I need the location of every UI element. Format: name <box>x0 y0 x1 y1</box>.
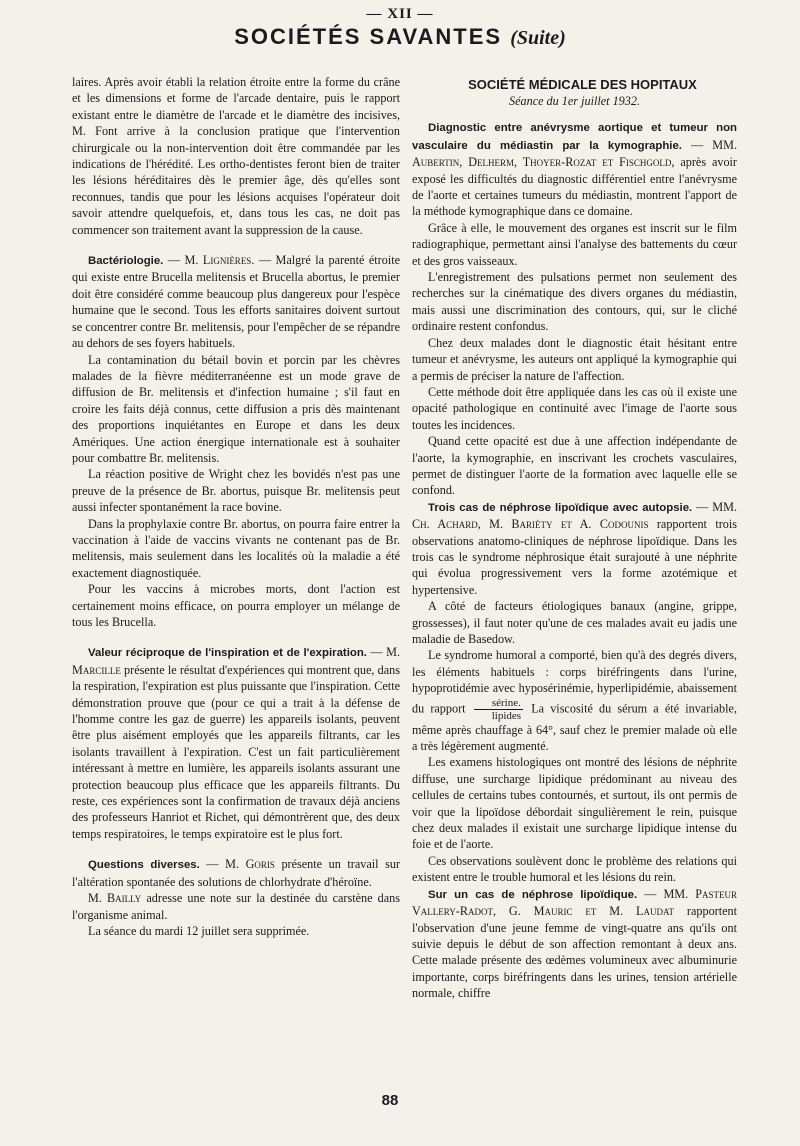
diagnostic-p1: Diagnostic entre anévrysme aortique et tumeur non vasculaire du médiastin par la kymographie. — MM. Aubertin, Delherm, Thoyer-Rozat et Fischgold, après avoir exposé les difficultés du diagnostic différentiel entre l'anévrysme de l'aorte et certaines tumeurs du médiastin, montrent l'apport de la méthode kymographique dans ce domaine. <box>412 122 737 219</box>
nephrose1-p2: A côté de facteurs étiologiques banaux (angine, grippe, grossesses), il faut noter qu'une de ces malades avait eu jadis une maladie de Basedow. <box>412 599 737 646</box>
nephrose1-p3: Le syndrome humoral a comporté, bien qu'à des degrés divers, les éléments habituels : corps biréfringents dans l'urine, hypoprotidémie avec hyposérinémie, hyperlipidémie, abaissement du rapport $\frac{\text{sérine.}}{\text{lipides}}$ La viscosité du sérum a été invariable, même après chauffage à 64°, sauf chez le premier malade où elle a très légèrement augmenté. <box>412 648 737 754</box>
nephrose1-p5: Ces observations soulèvent donc le problème des relations qui existent entre le trouble humoral et les lésions du rein. <box>412 853 737 885</box>
bacteriologie-p2: La contamination du bétail bovin et porcin par les chèvres malades de la fièvre méditerranéenne est un mode grave de diffusion de Br. melitensis et d'infection humaine ; s'il faut en croire les faits déjà connus, cette diffusion a pris dès maintenant des proportions inquiétantes en Europe et dans les deux Amériques. Une action énergique internationale est à souhaiter pour combattre Br. melitensis. <box>72 352 400 465</box>
page-header <box>0 4 800 51</box>
diagnostic-p2: Grâce à elle, le mouvement des organes est inscrit sur le film radiographique, permettant ainsi l'analyse des battements du cœur et des gros vaisseaux. <box>412 220 737 268</box>
section-heading: Sur un cas de néphrose lipoïdique. <box>428 888 638 901</box>
nephrose1-p4: Les examens histologiques ont montré des lésions de néphrite diffuse, une surcharge lipidique prédominant au niveau des cellules de certains tubes contournés, et surtout, ils ont permis de voir que la lipoïdose débordait singulièrement le rein, puisque chez deux malades il existait une surcharge lipidique intense du foie et de l'aorte. <box>412 755 737 852</box>
author-names: MM. Pasteur Vallery-Radot, G. Mauric et M. Laudat <box>412 886 737 919</box>
author-name: M. Bailly <box>88 891 142 906</box>
questions-paragraph-2: M. Bailly adresse une note sur la destinée du carstène dans l'organisme animal. <box>72 891 401 922</box>
diagnostic-p6: Quand cette opacité est due à une affection indépendante de l'aorte, la kymographie, en inscrivant les crochets vasculaires, permet de distinguer l'aorte de la formation avec laquelle elle se confond. <box>412 434 737 498</box>
author-name: M. Goris <box>225 857 275 872</box>
bacteriologie-p1: Bactériologie. — M. Lignières. — Malgré la parenté étroite qui existe entre Brucella melitensis et Brucella abortus, le premier doit être considéré comme beaucoup plus dangereux pour l'espèce humaine que le second. Tous les efforts sanitaires doivent surtout se concentrer contre Br. melitensis, pour l'empêcher de se répandre au dehors de ses foyers habituels. <box>72 253 401 351</box>
bacteriologie-p5: Pour les vaccins à microbes morts, dont l'action est certainement moins efficace, on pourra employer un mélange de tous les Brucella. <box>72 582 400 629</box>
nephrose2-p1: Sur un cas de néphrose lipoïdique. — MM. Pasteur Vallery-Radot, G. Mauric et M. Laudat rapportent l'observation d'une jeune femme de vingt-quatre ans qu'ils ont suivie depuis le début de son affection remontant à deux ans. Cette malade présente des œdèmes volumineux avec albuminurie importante, corps biréfringents dans les urines, tension artérielle normale, chiffre <box>412 886 738 1001</box>
author-name: M. Lignières. <box>184 253 255 268</box>
valeur-paragraph: Valeur réciproque de l'inspiration et de l'expiration. — M. Marcille présente le résultat d'expériences qui montrent que, dans la respiration, l'expiration est plus puissante que l'inspiration. Cette démonstration prouve que (pour ce qui a trait à la défense de l'homme contre les gaz de guerre) les appareils isolants, peuvent être plus aisément employés que les appareils filtrants, car les isolants travaillent à l'expiration. C'est un fait particulièrement intéressant à mettre en lumière, les appareils isolants assurant une protection beaucoup plus efficace que les appareils filtrants. Du reste, ces expériences sont la confirmation de travaux déjà anciens des professeurs Hanriot et Richet, qui démontrèrent que, des deux temps respiratoires, le temps expiratoire est le plus fort. <box>72 645 401 841</box>
session-date: Séance du 1er juillet 1932. <box>509 94 640 108</box>
section-heading: Valeur réciproque de l'inspiration et de l'expiration. <box>88 647 367 660</box>
section-heading: Bactériologie. <box>88 255 164 268</box>
diagnostic-p5: Cette méthode doit être appliquée dans les cas où il existe une opacité pathologique en continuité avec l'image de l'aorte sous toutes les incidences. <box>412 384 737 432</box>
diagnostic-p3: L'enregistrement des pulsations permet non seulement des recherches sur la cinématique des divers organes du médiastin, mais aussi une discrimination des contours, qui, sur le cliché ordinaire restent confondus. <box>412 270 737 334</box>
society-title: SOCIÉTÉ MÉDICALE DES HOPITAUX <box>468 77 697 92</box>
ratio-fraction: $\frac{\text{sérine.}}{\text{lipides}}$ <box>474 697 523 722</box>
section-heading: Diagnostic entre anévrysme aortique et tumeur non vasculaire du médiastin par la kymographie. <box>412 122 737 152</box>
session-note: La séance du mardi 12 juillet sera supprimée. <box>88 923 310 938</box>
author-names: MM. Ch. Achard, M. Bariéty et A. Codounis <box>412 499 738 532</box>
intro-paragraph: laires. Après avoir établi la relation étroite entre la forme du crâne et les dimensions et forme de l'arcade dentaire, puis le rapport existant entre le diamètre de l'arcade et le diamètre des incisives, M. Font arrive à la conclusion pratique que l'intervention chirurgicale ou la non-intervention doit être commandée par les indications de l'hérédité. Les ortho-dentistes feront bien de traiter les lésions héréditaires dès le premier âge, dès qu'elles sont reconnues, tandis que pour les lésions acquises l'opérateur doit savoir attendre quelquefois, et, dans tous les cas, ne doit pas commencer son traitement avant la suppression de la cause. <box>72 75 400 237</box>
left-column <box>72 74 400 939</box>
diagnostic-p4: Chez deux malades dont le diagnostic était hésitant entre tumeur et anévrysme, les auteurs ont appliqué la kymographie qui a permis de préciser la nature de l'affection. <box>412 335 737 383</box>
bacteriologie-p4: Dans la prophylaxie contre Br. abortus, on pourra faire entrer la vaccination à l'aide de vaccins vivants ne contenant pas de Br. melitensis, mais seulement dans les localités où la maladie a été exactement diagnostiquée. <box>72 516 400 580</box>
author-names: MM. Aubertin, Delherm, Thoyer-Rozat et Fischgold, <box>412 137 737 170</box>
page-number: — XII — <box>366 6 434 22</box>
questions-paragraph: Questions diverses. — M. Goris présente un travail sur l'altération spontanée des solutions de chlorhydrate d'héroïne. <box>72 857 400 889</box>
footer-page-number: 88 <box>381 1092 399 1109</box>
title-suffix: (Suite) <box>510 27 566 49</box>
page-title: SOCIÉTÉS SAVANTES (Suite) <box>234 24 566 49</box>
nephrose1-p1: Trois cas de néphrose lipoïdique avec autopsie. — MM. Ch. Achard, M. Bariéty et A. Codounis rapportent trois observations anatomo-cliniques de néphrose lipoïdique. Dans les trois cas le syndrome néphrosique était surajouté à une néphrite qui évolua progressivement vers la forme azotémique et hypertensive. <box>412 499 738 597</box>
bacteriologie-p3: La réaction positive de Wright chez les bovidés n'est pas une preuve de la présence de Br. abortus, puisque Br. melitensis peut aussi infecter spontanément la race bovine. <box>72 467 400 515</box>
author-name: M. Marcille <box>72 645 400 677</box>
section-heading: Questions diverses. <box>88 859 200 872</box>
section-heading: Trois cas de néphrose lipoïdique avec autopsie. <box>428 501 693 514</box>
right-column <box>412 74 737 1002</box>
